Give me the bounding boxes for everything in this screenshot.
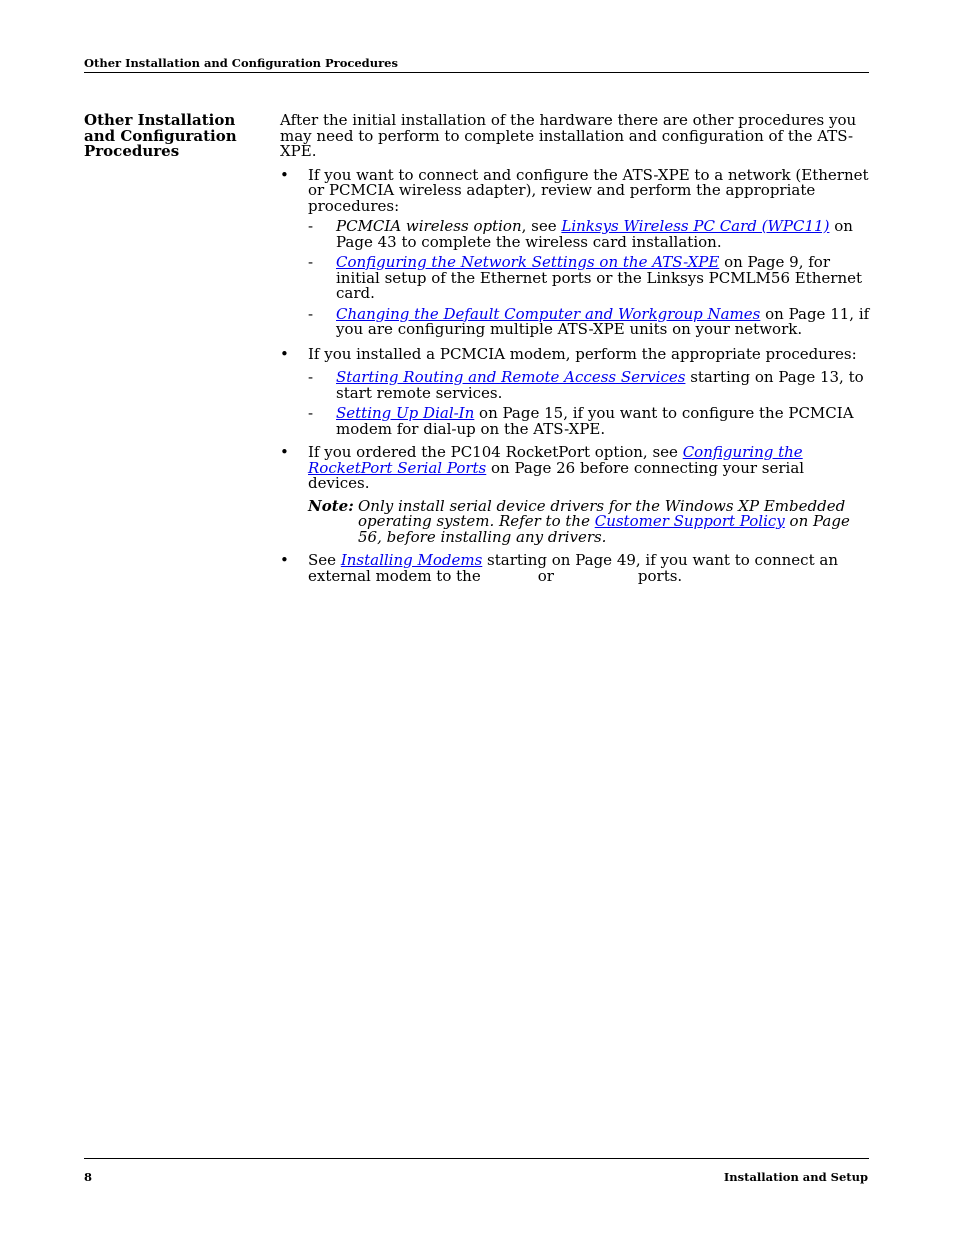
subitem-network-settings xyxy=(280,255,870,302)
link-installing-modems[interactable]: Installing Modems xyxy=(340,551,483,569)
bullet-or: or xyxy=(537,566,554,585)
dash-icon: - xyxy=(308,304,314,323)
dash-icon: - xyxy=(308,217,314,235)
subitem-tail: on Page 9, for initial setup of the Ethernet ports or the Linksys PCMLM56 Ethernet card. xyxy=(336,253,863,302)
bullet-tail: on Page 26 before connecting your serial devices. xyxy=(308,458,805,492)
intro-paragraph: After the initial installation of the hardware there are other procedures you may need to perform to complete installation and configuration of the ATS-XPE. xyxy=(280,111,857,160)
footer-section-title: Installation and Setup xyxy=(723,1170,868,1184)
page-number: 8 xyxy=(84,1170,93,1184)
bullet-lead: If you ordered the PC104 RocketPort option, see xyxy=(308,443,683,461)
note-block xyxy=(280,496,870,546)
dash-icon: - xyxy=(308,368,314,386)
subitem-tail: on Page 43 to complete the wireless card installation. xyxy=(336,217,853,251)
bullet-mid: starting on Page 49, if you want to connect an external modem to the xyxy=(308,551,838,585)
link-rocketport[interactable]: Configuring the RocketPort Serial Ports xyxy=(308,443,803,477)
bullet-icon: • xyxy=(280,551,289,569)
footer-rule xyxy=(84,1158,869,1159)
link-customer-support[interactable]: Customer Support Policy xyxy=(594,512,785,530)
running-header: Other Installation and Configuration Procedures xyxy=(84,56,398,70)
header-rule xyxy=(84,72,869,73)
bullet-network xyxy=(280,165,870,215)
subitem-routing xyxy=(280,370,870,401)
subitem-tail: starting on Page 13, to start remote services. xyxy=(336,368,864,402)
dash-icon: - xyxy=(308,404,314,422)
subitem-workgroup xyxy=(280,304,870,338)
bullet-icon: • xyxy=(280,344,289,363)
link-routing-remote-access[interactable]: Starting Routing and Remote Access Services xyxy=(336,368,686,386)
subitem-dial-in xyxy=(280,406,870,437)
bullet-text: If you installed a PCMCIA modem, perform the appropriate procedures: xyxy=(308,344,857,363)
link-dial-in[interactable]: Setting Up Dial-In xyxy=(336,404,475,422)
section-heading: Other Installation and Configuration Procedures xyxy=(84,111,237,160)
bullet-modem xyxy=(280,344,870,363)
link-workgroup-names[interactable]: Changing the Default Computer and Workgroup Names xyxy=(336,304,761,323)
note-tail: on Page 56, before installing any drivers. xyxy=(358,512,850,546)
bullet-rocketport xyxy=(280,445,870,492)
link-network-settings[interactable]: Configuring the Network Settings on the ATS-XPE xyxy=(336,253,720,271)
subitem-lead: PCMCIA wireless option xyxy=(336,217,522,235)
dash-icon: - xyxy=(308,253,314,271)
bullet-tail: ports. xyxy=(637,566,683,585)
bullet-modems xyxy=(280,553,870,584)
main-content xyxy=(280,113,870,584)
note-lead: Only install serial device drivers for the Windows XP Embedded operating system. Refer to the xyxy=(358,496,846,530)
note-label: Note: xyxy=(308,496,354,515)
bullet-lead: See xyxy=(308,551,341,569)
subitem-tail: on Page 15, if you want to configure the PCMCIA modem for dial-up on the ATS-XPE. xyxy=(336,404,854,438)
bullet-text: If you want to connect and configure the ATS-XPE to a network (Ethernet or PCMCIA wireless adapter), review and perform the appropriate procedures: xyxy=(308,165,869,215)
link-linksys-wireless[interactable]: Linksys Wireless PC Card (WPC11) xyxy=(561,217,830,235)
bullet-icon: • xyxy=(280,165,289,184)
subitem-tail: on Page 11, if you are configuring multiple ATS-XPE units on your network. xyxy=(336,304,870,338)
subitem-wireless xyxy=(280,219,870,250)
subitem-mid: , see xyxy=(521,217,562,235)
bullet-icon: • xyxy=(280,443,289,461)
